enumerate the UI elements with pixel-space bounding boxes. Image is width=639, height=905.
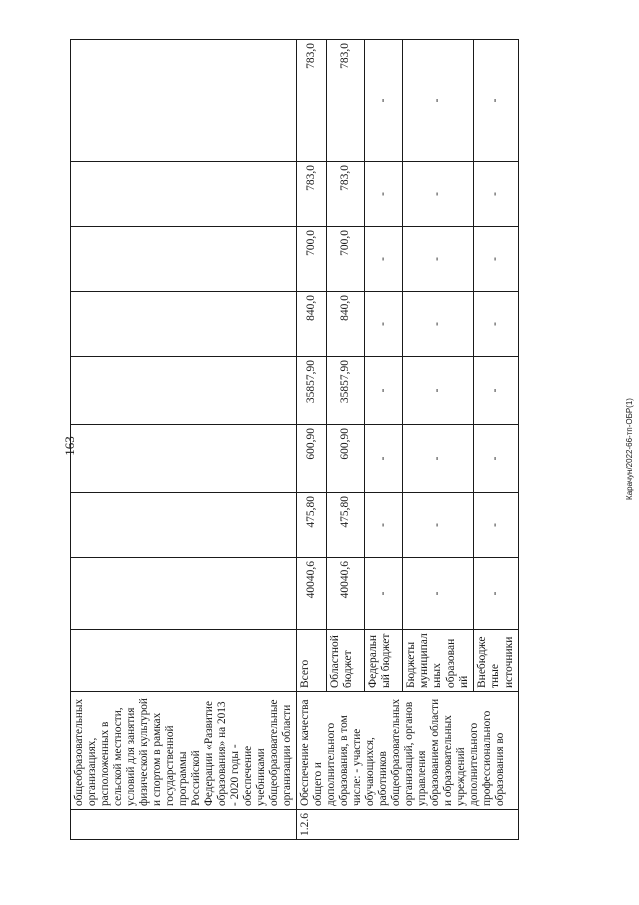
cell-value: - [403,493,474,558]
cell-value: - [365,227,403,292]
cell-number [71,810,297,840]
cell-value: 783,0 [297,162,327,227]
cell-source: Бюджеты муниципальных образований [403,630,474,692]
rotated-table-wrapper [70,40,515,840]
cell-value: - [365,292,403,357]
cell-value: - [403,357,474,425]
cell-value: - [474,558,519,630]
cell-value [71,425,297,493]
cell-source: Федеральный бюджет [365,630,403,692]
cell-value: 783,0 [297,40,327,162]
cell-value [71,40,297,162]
table-row-total [297,40,327,840]
cell-value: - [365,357,403,425]
cell-description: Обеспечение качества общего и дополнительного образования, в том числе: - участие обучающихся, работников общеобразовательных организаций, органов управления образованием области и образовательных учреждений дополнительного профессионального образования во [297,692,519,810]
cell-source: Внебюджетные источники [474,630,519,692]
cell-value: - [403,162,474,227]
cell-value: 783,0 [327,40,365,162]
cell-source: Областной бюджет [327,630,365,692]
page-number: 163 [62,436,77,456]
cell-value [71,357,297,425]
cell-source: Всего [297,630,327,692]
cell-value: - [365,425,403,493]
cell-value: - [403,40,474,162]
cell-value: 35857,90 [327,357,365,425]
cell-value: - [474,227,519,292]
cell-value [71,493,297,558]
cell-value: 600,90 [327,425,365,493]
cell-number: 1.2.6 [297,810,519,840]
cell-value [71,162,297,227]
cell-value: - [474,162,519,227]
cell-value: - [365,558,403,630]
cell-value: - [474,40,519,162]
budget-table [70,39,519,840]
cell-value: - [474,425,519,493]
cell-value: 40040,6 [327,558,365,630]
cell-value: 475,80 [327,493,365,558]
cell-value: - [365,40,403,162]
cell-value [71,558,297,630]
cell-value: - [474,357,519,425]
table-row-continuation [71,40,297,840]
cell-value: 600,90 [297,425,327,493]
cell-value: - [365,493,403,558]
cell-value: - [403,227,474,292]
cell-value: 783,0 [327,162,365,227]
cell-value: - [403,558,474,630]
side-stamp: Карачун/2022-66-тп-ОБР(1) [625,398,634,500]
cell-value: - [365,162,403,227]
cell-value: 840,0 [327,292,365,357]
cell-value: 700,0 [327,227,365,292]
cell-value: - [403,292,474,357]
cell-value: 475,80 [297,493,327,558]
document-sheet [70,40,515,840]
cell-description: общеобразовательных организациях, расположенных в сельской местности, условий для занятия физической культурой и спортом в рамках государственной программы Российской Федерации «Развитие образования» на 2013 - 2020 годы - обеспечение учебниками общеобразовательные организации области [71,692,297,810]
cell-value: 700,0 [297,227,327,292]
cell-value: - [474,493,519,558]
cell-value: - [403,425,474,493]
cell-value [71,292,297,357]
cell-source [71,630,297,692]
cell-value: - [474,292,519,357]
cell-value: 840,0 [297,292,327,357]
cell-value: 35857,90 [297,357,327,425]
cell-value [71,227,297,292]
cell-value: 40040,6 [297,558,327,630]
